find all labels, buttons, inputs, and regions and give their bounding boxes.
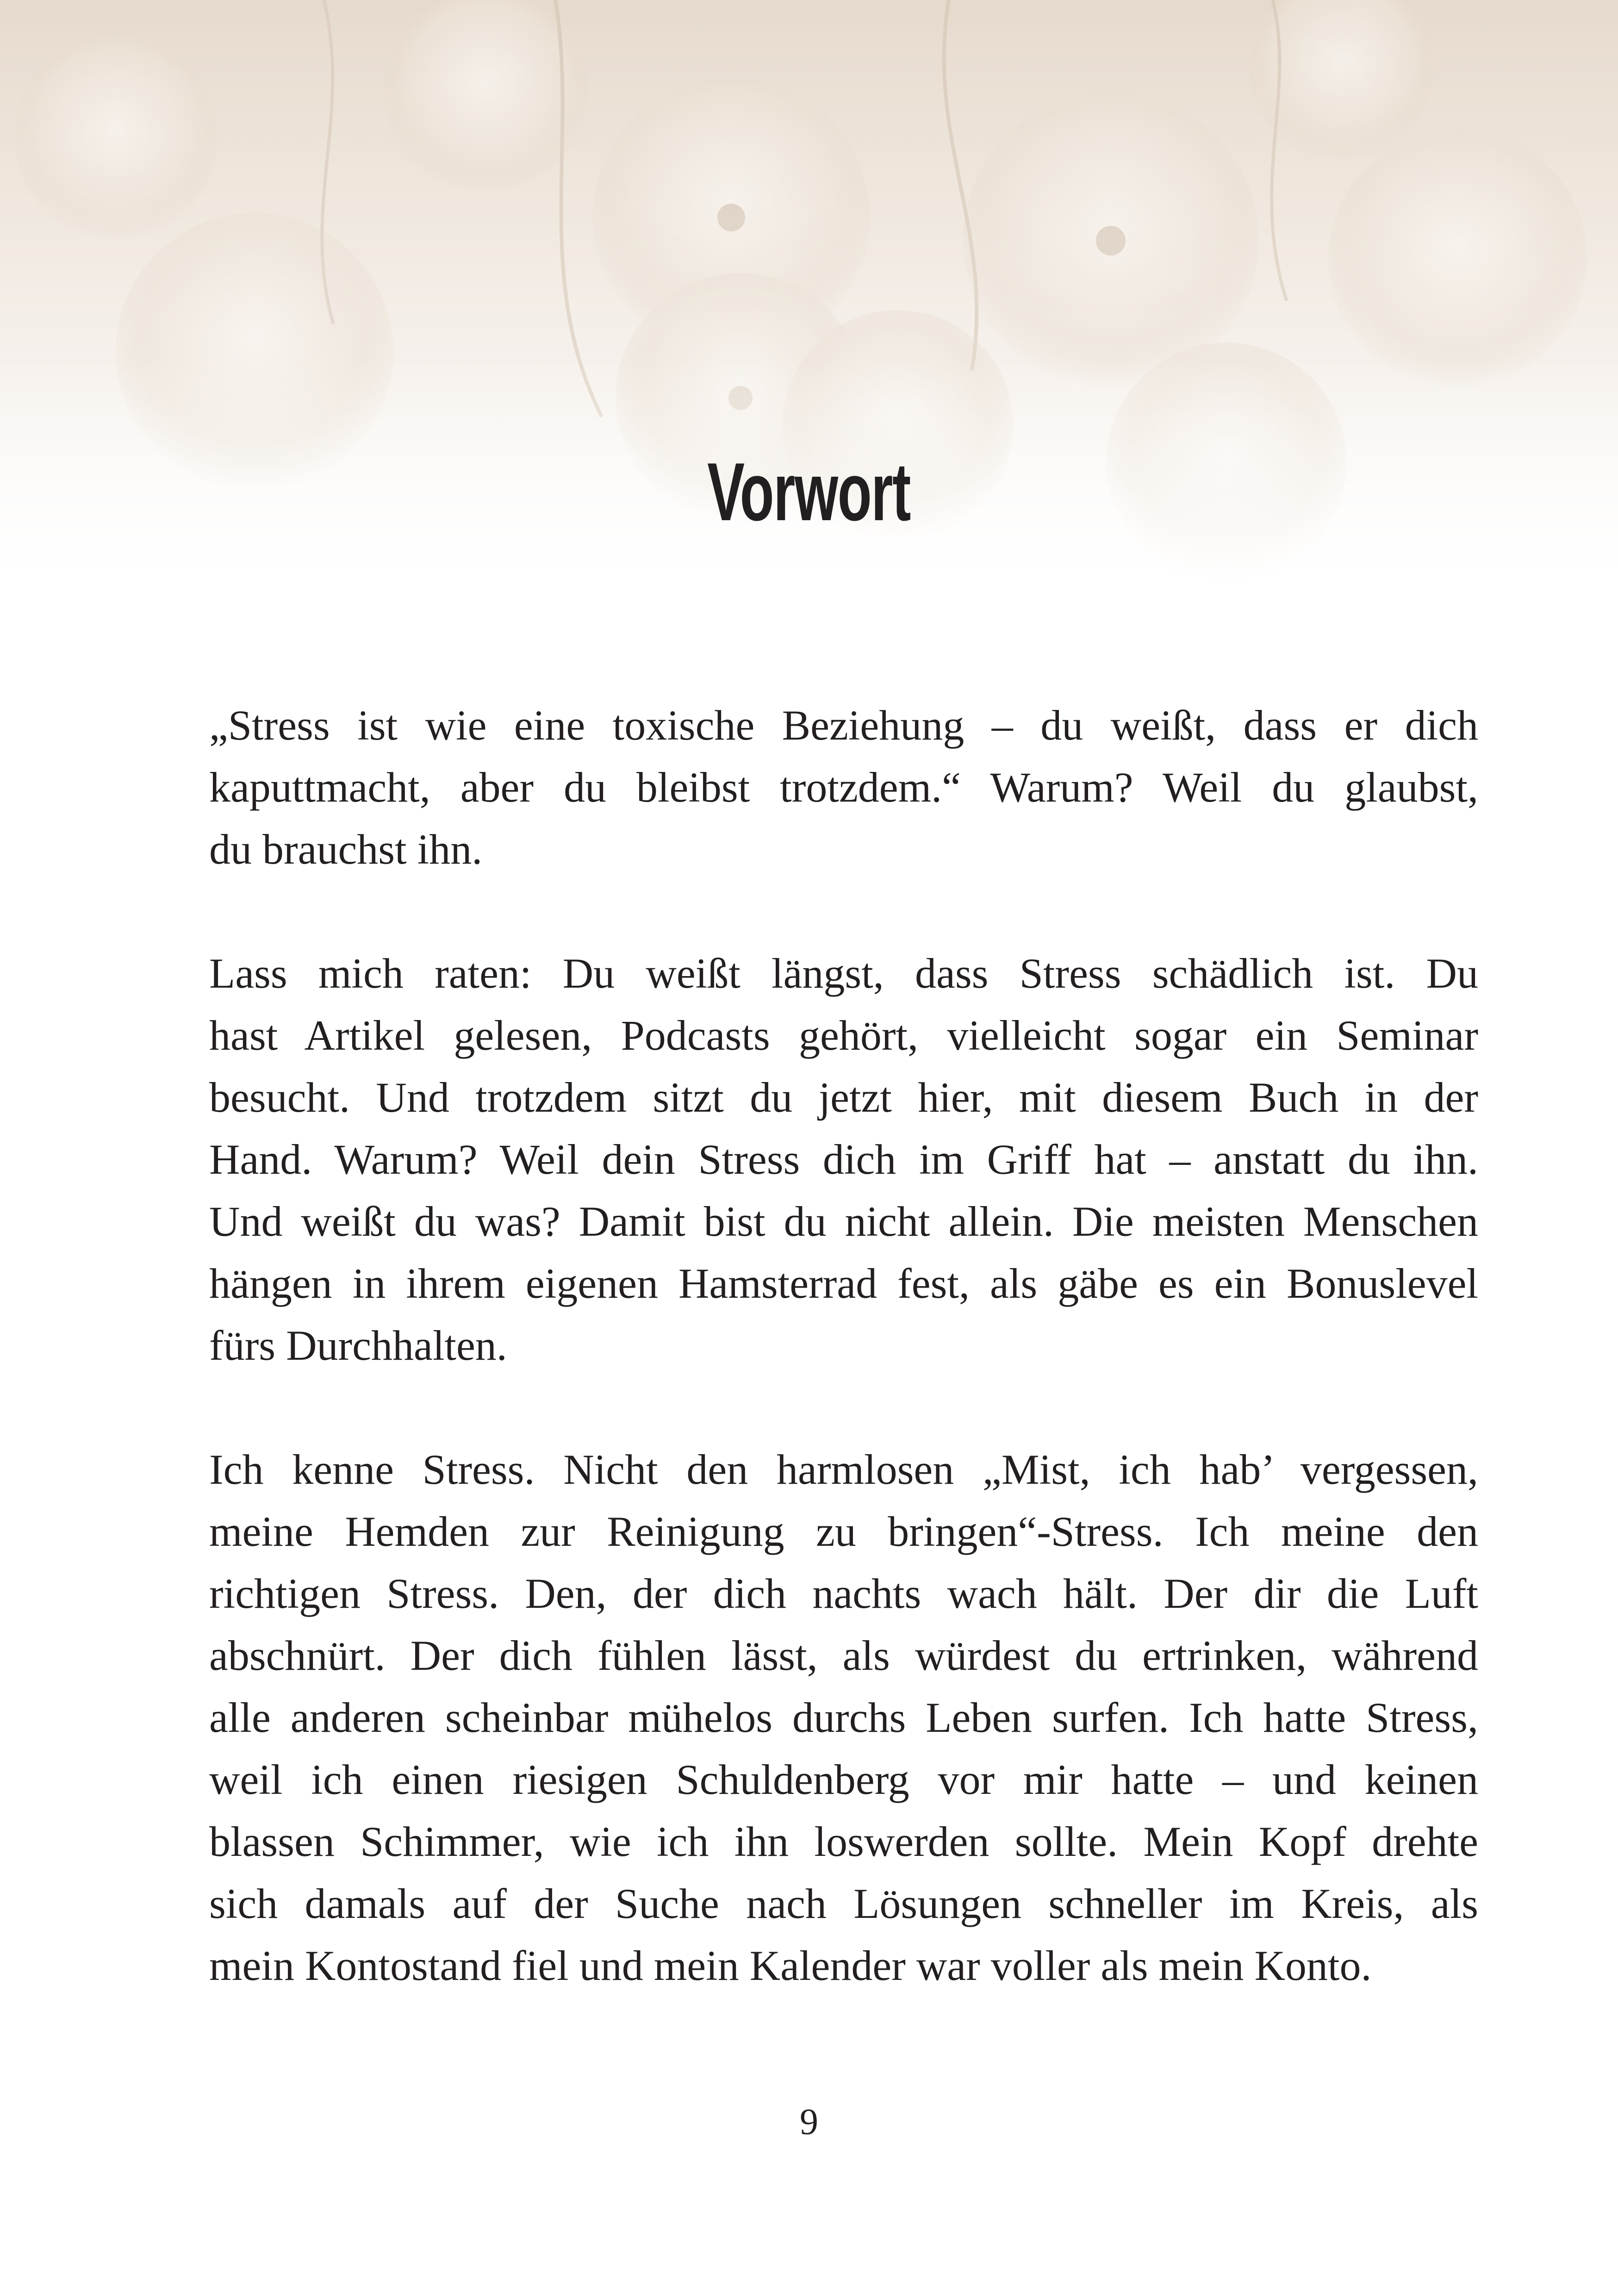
chapter-title-text: Vorwort	[707, 446, 911, 538]
text-line: Lass mich raten: Du weißt längst, dass Stress schädlich ist. Du	[209, 950, 1478, 997]
text-line: meine Hemden zur Reinigung zu bringen“-Stress. Ich meine den	[209, 1508, 1478, 1555]
text-line: fürs Durchhalten.	[209, 1322, 507, 1369]
text-line: kaputtmacht, aber du bleibst trotzdem.“ Warum? Weil du glaubst,	[209, 764, 1478, 811]
text-line: du brauchst ihn.	[209, 826, 483, 873]
paragraph	[209, 942, 1478, 1376]
text-line: hängen in ihrem eigenen Hamsterrad fest, als gäbe es ein Bonuslevel	[209, 1260, 1478, 1307]
text-line: „Stress ist wie eine toxische Beziehung – du weißt, dass er dich	[209, 702, 1478, 749]
page-number: 9	[800, 2102, 818, 2142]
paragraph	[209, 694, 1478, 880]
chapter-title	[0, 444, 1618, 539]
text-line: Ich kenne Stress. Nicht den harmlosen „Mist, ich hab’ vergessen,	[209, 1446, 1478, 1493]
text-line: blassen Schimmer, wie ich ihn loswerden sollte. Mein Kopf drehte	[209, 1818, 1478, 1865]
text-line: Hand. Warum? Weil dein Stress dich im Griff hat – anstatt du ihn.	[209, 1136, 1478, 1183]
text-line: besucht. Und trotzdem sitzt du jetzt hier, mit diesem Buch in der	[209, 1074, 1478, 1121]
text-line: Und weißt du was? Damit bist du nicht allein. Die meisten Menschen	[209, 1198, 1478, 1245]
text-line: weil ich einen riesigen Schuldenberg vor mir hatte – und keinen	[209, 1756, 1478, 1803]
body-text	[209, 694, 1478, 2059]
text-line: mein Kontostand fiel und mein Kalender war voller als mein Konto.	[209, 1942, 1372, 1989]
paragraph	[209, 1438, 1478, 1997]
text-line: richtigen Stress. Den, der dich nachts wach hält. Der dir die Luft	[209, 1570, 1478, 1617]
text-line: alle anderen scheinbar mühelos durchs Leben surfen. Ich hatte Stress,	[209, 1694, 1478, 1741]
text-line: abschnürt. Der dich fühlen lässt, als würdest du ertrinken, während	[209, 1632, 1478, 1679]
text-line: sich damals auf der Suche nach Lösungen schneller im Kreis, als	[209, 1880, 1478, 1927]
text-line: hast Artikel gelesen, Podcasts gehört, vielleicht sogar ein Seminar	[209, 1012, 1478, 1059]
